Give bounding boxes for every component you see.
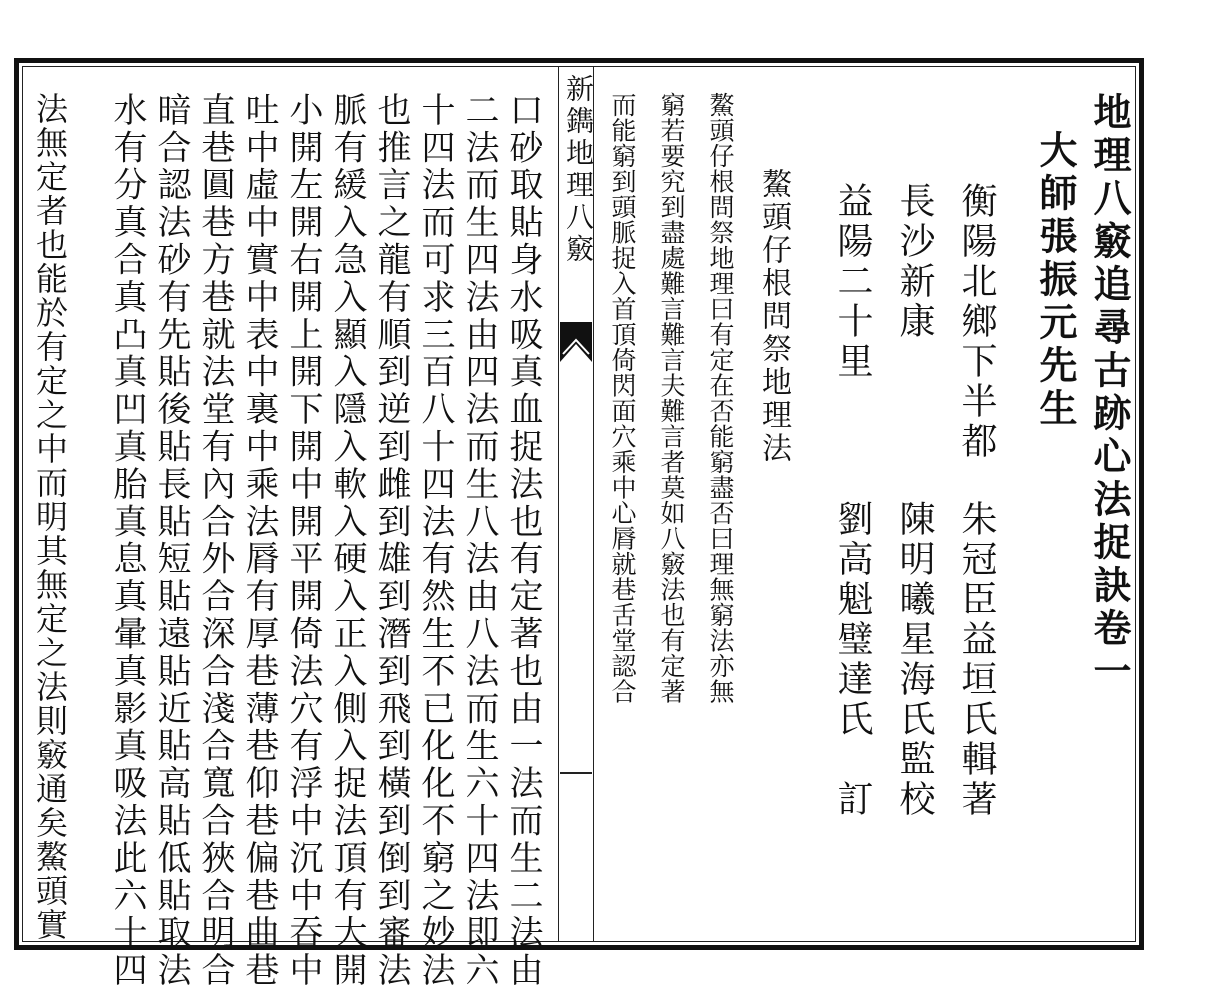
author-line: 大師張振元先生 (1033, 130, 1078, 431)
editor-place-1: 衡陽北鄉下半都 (956, 182, 997, 462)
body-column: 法無定者也能於有定之中而明其無定之法則竅通矣鰲頭實 (31, 92, 69, 942)
body-column: 吐中虛中實中表中裏中乘法脣有厚巷薄巷仰巷偏巷曲巷 (239, 92, 279, 990)
body-column: 二法而生四法由四法而生八法由八法而生六十四法即六 (459, 92, 499, 990)
editor-name-1: 朱冠臣益垣氏輯著 (956, 500, 997, 820)
body-column: 口砂取貼身水吸真血捉法也有定著也由一法而生二法由 (503, 92, 543, 990)
commentary-line: 而能窮到頭脈捉入首頂倚閃面穴乘中心脣就巷舌堂認合 (608, 92, 637, 704)
book-title: 地理八竅追尋古跡心法捉訣卷一 (1087, 92, 1132, 694)
fishtail-mark-icon (560, 322, 592, 362)
commentary-line: 鰲頭仔根問祭地理曰有定在否能窮盡否曰理無窮法亦無 (706, 92, 735, 704)
editor-place-3: 益陽二十里 (832, 182, 873, 382)
editor-name-3: 劉高魁璧達氏 訂 (832, 500, 873, 820)
body-column: 也推言之龍有順到逆到雌到雄到潛到飛到橫到倒到審法 (371, 92, 411, 990)
body-column: 脈有緩入急入顯入隱入軟入硬入正入側入捉法頂有大開 (327, 92, 367, 990)
body-column: 小開左開右開上開下開中開平開倚法穴有浮中沉中吞中 (283, 92, 323, 990)
editor-place-2: 長沙新康 (894, 182, 935, 342)
commentary-line: 窮若要究到盡處難言難言夫難言者莫如八竅法也有定著 (657, 92, 686, 704)
body-column: 十四法而可求三百八十四法有然生不已化化不窮之妙法 (415, 92, 455, 990)
body-column: 水有分真合真凸真凹真胎真息真暈真影真吸法此六十四 (107, 92, 147, 990)
body-column: 暗合認法砂有先貼後貼長貼短貼遠貼近貼高貼低貼取法 (151, 92, 191, 990)
section-heading: 鰲頭仔根問祭地理法 (756, 168, 791, 465)
gutter-divider (560, 772, 592, 774)
editor-name-2: 陳明曦星海氏監校 (894, 500, 935, 820)
gutter-title: 新鐫地理八竅 (562, 74, 595, 266)
body-column: 直巷圓巷方巷就法堂有內合外合深合淺合寬合狹合明合 (195, 92, 235, 990)
